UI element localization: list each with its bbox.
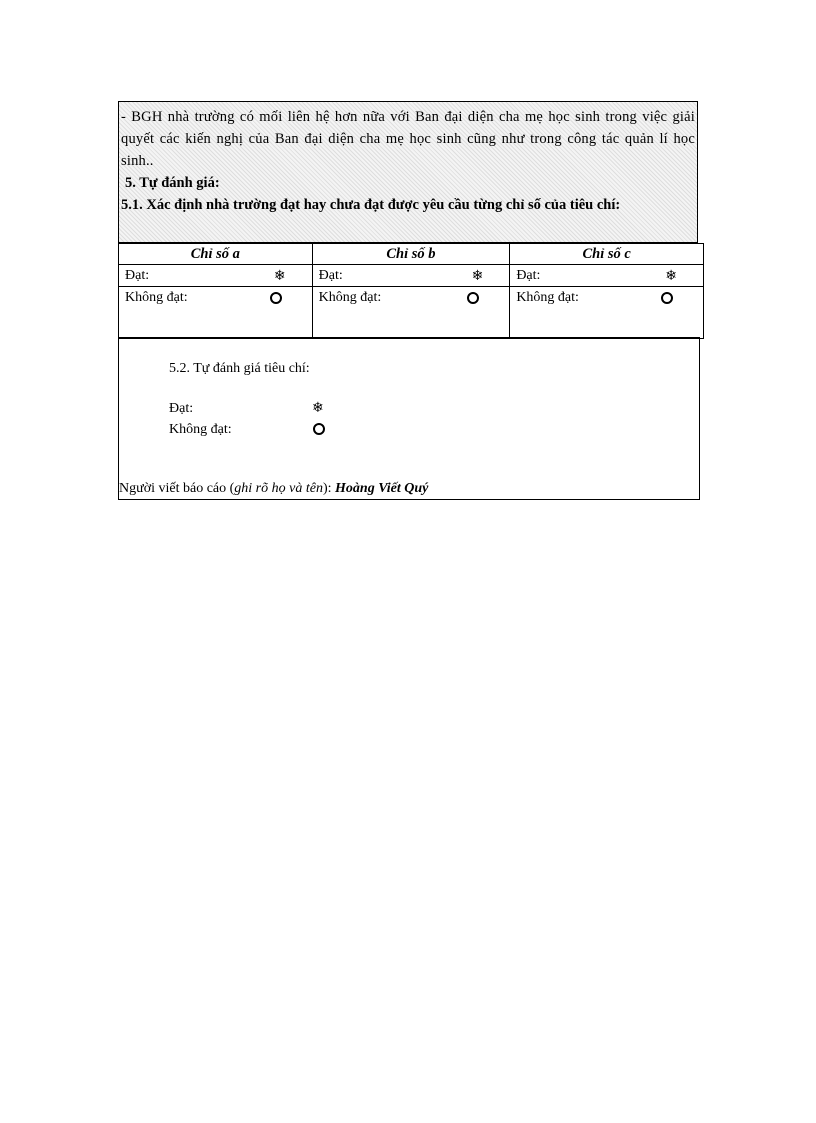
table-row-pass bbox=[119, 265, 704, 287]
writer-name: Hoàng Viết Quý bbox=[335, 481, 429, 496]
column-header-b: Chỉ số b bbox=[312, 244, 510, 265]
intro-paragraph: - BGH nhà trường có mối liên hệ hơn nữa với Ban đại diện cha mẹ học sinh trong việc giải quyết các kiến nghị của Ban đại diện cha mẹ học sinh cũng như trong công tác quản lí học sinh.. bbox=[121, 109, 695, 169]
pass-label: Đạt: bbox=[125, 267, 150, 283]
cell-pass-b bbox=[312, 265, 510, 287]
pass-label: Đạt: bbox=[318, 267, 343, 283]
report-writer-line bbox=[119, 481, 428, 497]
assessment-pass-label: Đạt: bbox=[169, 401, 194, 416]
fail-label: Không đạt: bbox=[318, 290, 382, 305]
heading-5-1: 5.1. Xác định nhà trường đạt hay chưa đạt được yêu cầu từng chỉ số của tiêu chí: bbox=[121, 197, 621, 213]
self-assessment-box bbox=[118, 337, 700, 500]
ring-icon bbox=[467, 292, 479, 304]
pass-label: Đạt: bbox=[516, 267, 541, 283]
assessment-fail-label: Không đạt: bbox=[169, 422, 232, 437]
snowflake-icon: ❄ bbox=[471, 267, 484, 284]
assessment-fail-marker bbox=[313, 422, 325, 440]
heading-5-2: 5.2. Tự đánh giá tiêu chí: bbox=[169, 361, 310, 376]
cell-fail-c bbox=[510, 287, 704, 339]
writer-note: ghi rõ họ và tên bbox=[234, 481, 323, 496]
ring-icon bbox=[661, 292, 673, 304]
column-header-c: Chỉ số c bbox=[510, 244, 704, 265]
cell-fail-a bbox=[119, 287, 313, 339]
snowflake-icon: ❄ bbox=[312, 400, 324, 416]
ring-icon bbox=[313, 423, 325, 435]
writer-suffix: ): bbox=[322, 481, 336, 496]
fail-label: Không đạt: bbox=[125, 290, 188, 305]
writer-prefix: Người viết báo cáo ( bbox=[119, 481, 235, 496]
cell-pass-a bbox=[119, 265, 313, 287]
shaded-text-box bbox=[118, 101, 698, 243]
snowflake-icon: ❄ bbox=[273, 267, 286, 284]
fail-label: Không đạt: bbox=[516, 290, 579, 305]
table-header-row bbox=[119, 244, 704, 265]
cell-fail-b bbox=[312, 287, 510, 339]
heading-self-assessment: 5. Tự đánh giá: bbox=[125, 175, 220, 191]
snowflake-icon: ❄ bbox=[665, 267, 677, 284]
ring-icon bbox=[270, 292, 282, 304]
table-row-fail bbox=[119, 287, 704, 339]
criteria-table bbox=[118, 243, 704, 339]
column-header-a: Chỉ số a bbox=[119, 244, 313, 265]
cell-pass-c bbox=[510, 265, 704, 287]
